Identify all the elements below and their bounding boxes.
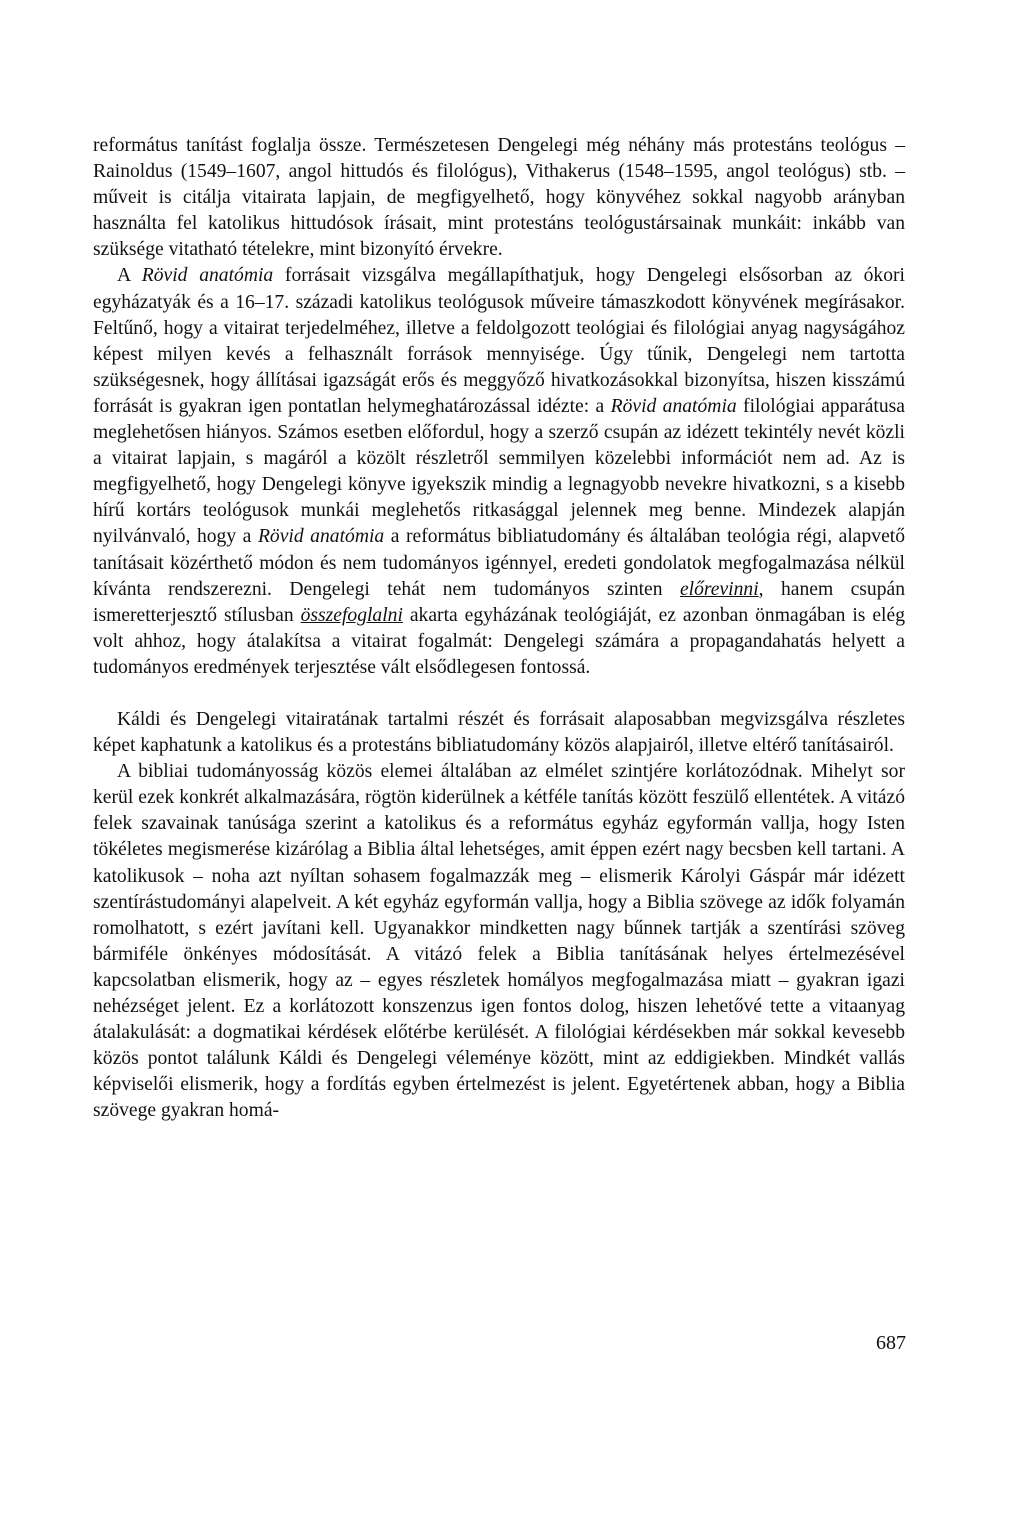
text-run: A bbox=[117, 265, 142, 287]
book-title: Rövid anatómia bbox=[257, 526, 385, 548]
text-run: , hanem csupán ismeretterjesztő stílusban bbox=[93, 578, 905, 626]
page-number: 687 bbox=[876, 1332, 906, 1354]
book-title: Rövid anatómia bbox=[141, 265, 274, 287]
text-run: forrásait vizsgálva megállapíthatjuk, hogy Dengelegi elsősorban az ókori egyházatyák és a 16–17. századi katolikus teológusok műveire támaszkodott könyvének megírásakor. Feltűnő, hogy a vitairat terjedelméhez, illetve a feldolgozott teológiai és filológiai anyag nagyságához képest milyen kevés a felhasznált források mennyisége. Úgy tűnik, Dengelegi nem tartotta szükségesnek, hogy állításai igazságát erős és meggyőző hivatkozásokkal bizonyítsa, hiszen kisszámú forrását is gyakran igen pontatlan helymeghatározással idézte: a bbox=[93, 265, 905, 417]
emphasis-term: előrevinni bbox=[679, 578, 759, 600]
book-title: Rövid anatómia bbox=[610, 395, 737, 417]
text-run: filológiai apparátusa meglehetősen hiányos. Számos esetben előfordul, hogy a szerző csupán az idézett tekintély nevét közli a vitairat lapjain, s magáról a közölt részletről semmilyen közelebbi információt nem ad. Az is megfigyelhető, hogy Dengelegi könyve igyekszik mindig a legnagyobb nevekre hivatkozni, s a kisebb hírű kortárs teológusok munkái meglehetős ritkasággal jelennek meg benne. Mindezek alapján nyilvánvaló, hogy a bbox=[93, 395, 905, 548]
paragraph-common-elements: A bibliai tudományosság közös elemei általában az elmélet szintjére korlátozódnak. Mihelyt sor kerül ezek konkrét alkalmazására, rögtön kiderülnek a kétféle tanítás között feszülő ellentétek. A vitázó felek szavainak tanúsága szerint a katolikus és a református egyház egyformán vallja, hogy Isten tökéletes megismerése kizárólag a Biblia által lehetséges, amit éppen ezért nagy becsben kell tartani. A katolikusok – noha azt nyíltan sohasem fogalmazzák meg – elismerik Károlyi Gáspár már idézett szentírástudományi alapelveit. A két egyház egyformán vallja, hogy a Biblia szövege az idők folyamán romolhatott, s ezért javítani kell. Ugyanakkor mindketten nagy bűnnek tartják a szentírási szöveg bármiféle önkényes módosítását. A vitázó felek a Biblia tanításának helyes értelmezésével kapcsolatban elismerik, hogy az – egyes részletek homályos megfogalmazása miatt – gyakran igazi nehézséget jelent. Ez a korlátozott konszenzus igen fontos dolog, hiszen lehetővé tette a vitaanyag átalakulását: a dogmatikai kérdések előtérbe kerülését. A filológiai kérdésekben már sokkal kevesebb közös pontot találunk Káldi és Dengelegi véleménye között, mint az eddigiekben. Mindkét vallás képviselői elismerik, hogy a fordítás egyben értelmezést is jelent. Egyetértenek abban, hogy a Biblia szövege gyakran homá- bbox=[93, 761, 905, 1122]
text-run: akarta egyházának teológiáját, ez azonban önmagában is elég volt ahhoz, hogy átalakítsa a vitairat fogalmát: Dengelegi számára a propagandahatás helyett a tudományos eredmények terjesztése vált elsődlegesen fontossá. bbox=[93, 604, 905, 678]
page-body bbox=[93, 133, 905, 1124]
paragraph-sources-protestant: református tanítást foglalja össze. Természetesen Dengelegi még néhány más protestáns teológus – Rainoldus (1549–1607, angol hittudós és filológus), Vithakerus (1548–1595, angol teológus) stb. – műveit is citálja vitairata lapjain, de megfigyelhető, hogy könyvéhez sokkal nagyobb arányban használta fel katolikus hittudósok írásait, mint protestáns teológustársainak munkáit: inkább van szüksége vitatható tételekre, mint bizonyító érvekre. bbox=[93, 135, 905, 261]
paragraph-section-intro: Káldi és Dengelegi vitairatának tartalmi részét és forrásait alaposabban megvizsgálva részletes képet kaphatunk a katolikus és a protestáns bibliatudomány közös alapjairól, illetve eltérő tanításairól. bbox=[93, 708, 905, 757]
emphasis-term: összefoglalni bbox=[300, 604, 403, 626]
paragraph-sources-analysis bbox=[93, 263, 905, 681]
text-run: a református bibliatudomány és általában teológia régi, alapvető tanításait közérthető módon és nem tudományos igénnyel, eredeti gondolatok megfogalmazása nélkül kívánta rendszerezni. Dengelegi tehát nem tudományos szinten bbox=[93, 526, 906, 600]
